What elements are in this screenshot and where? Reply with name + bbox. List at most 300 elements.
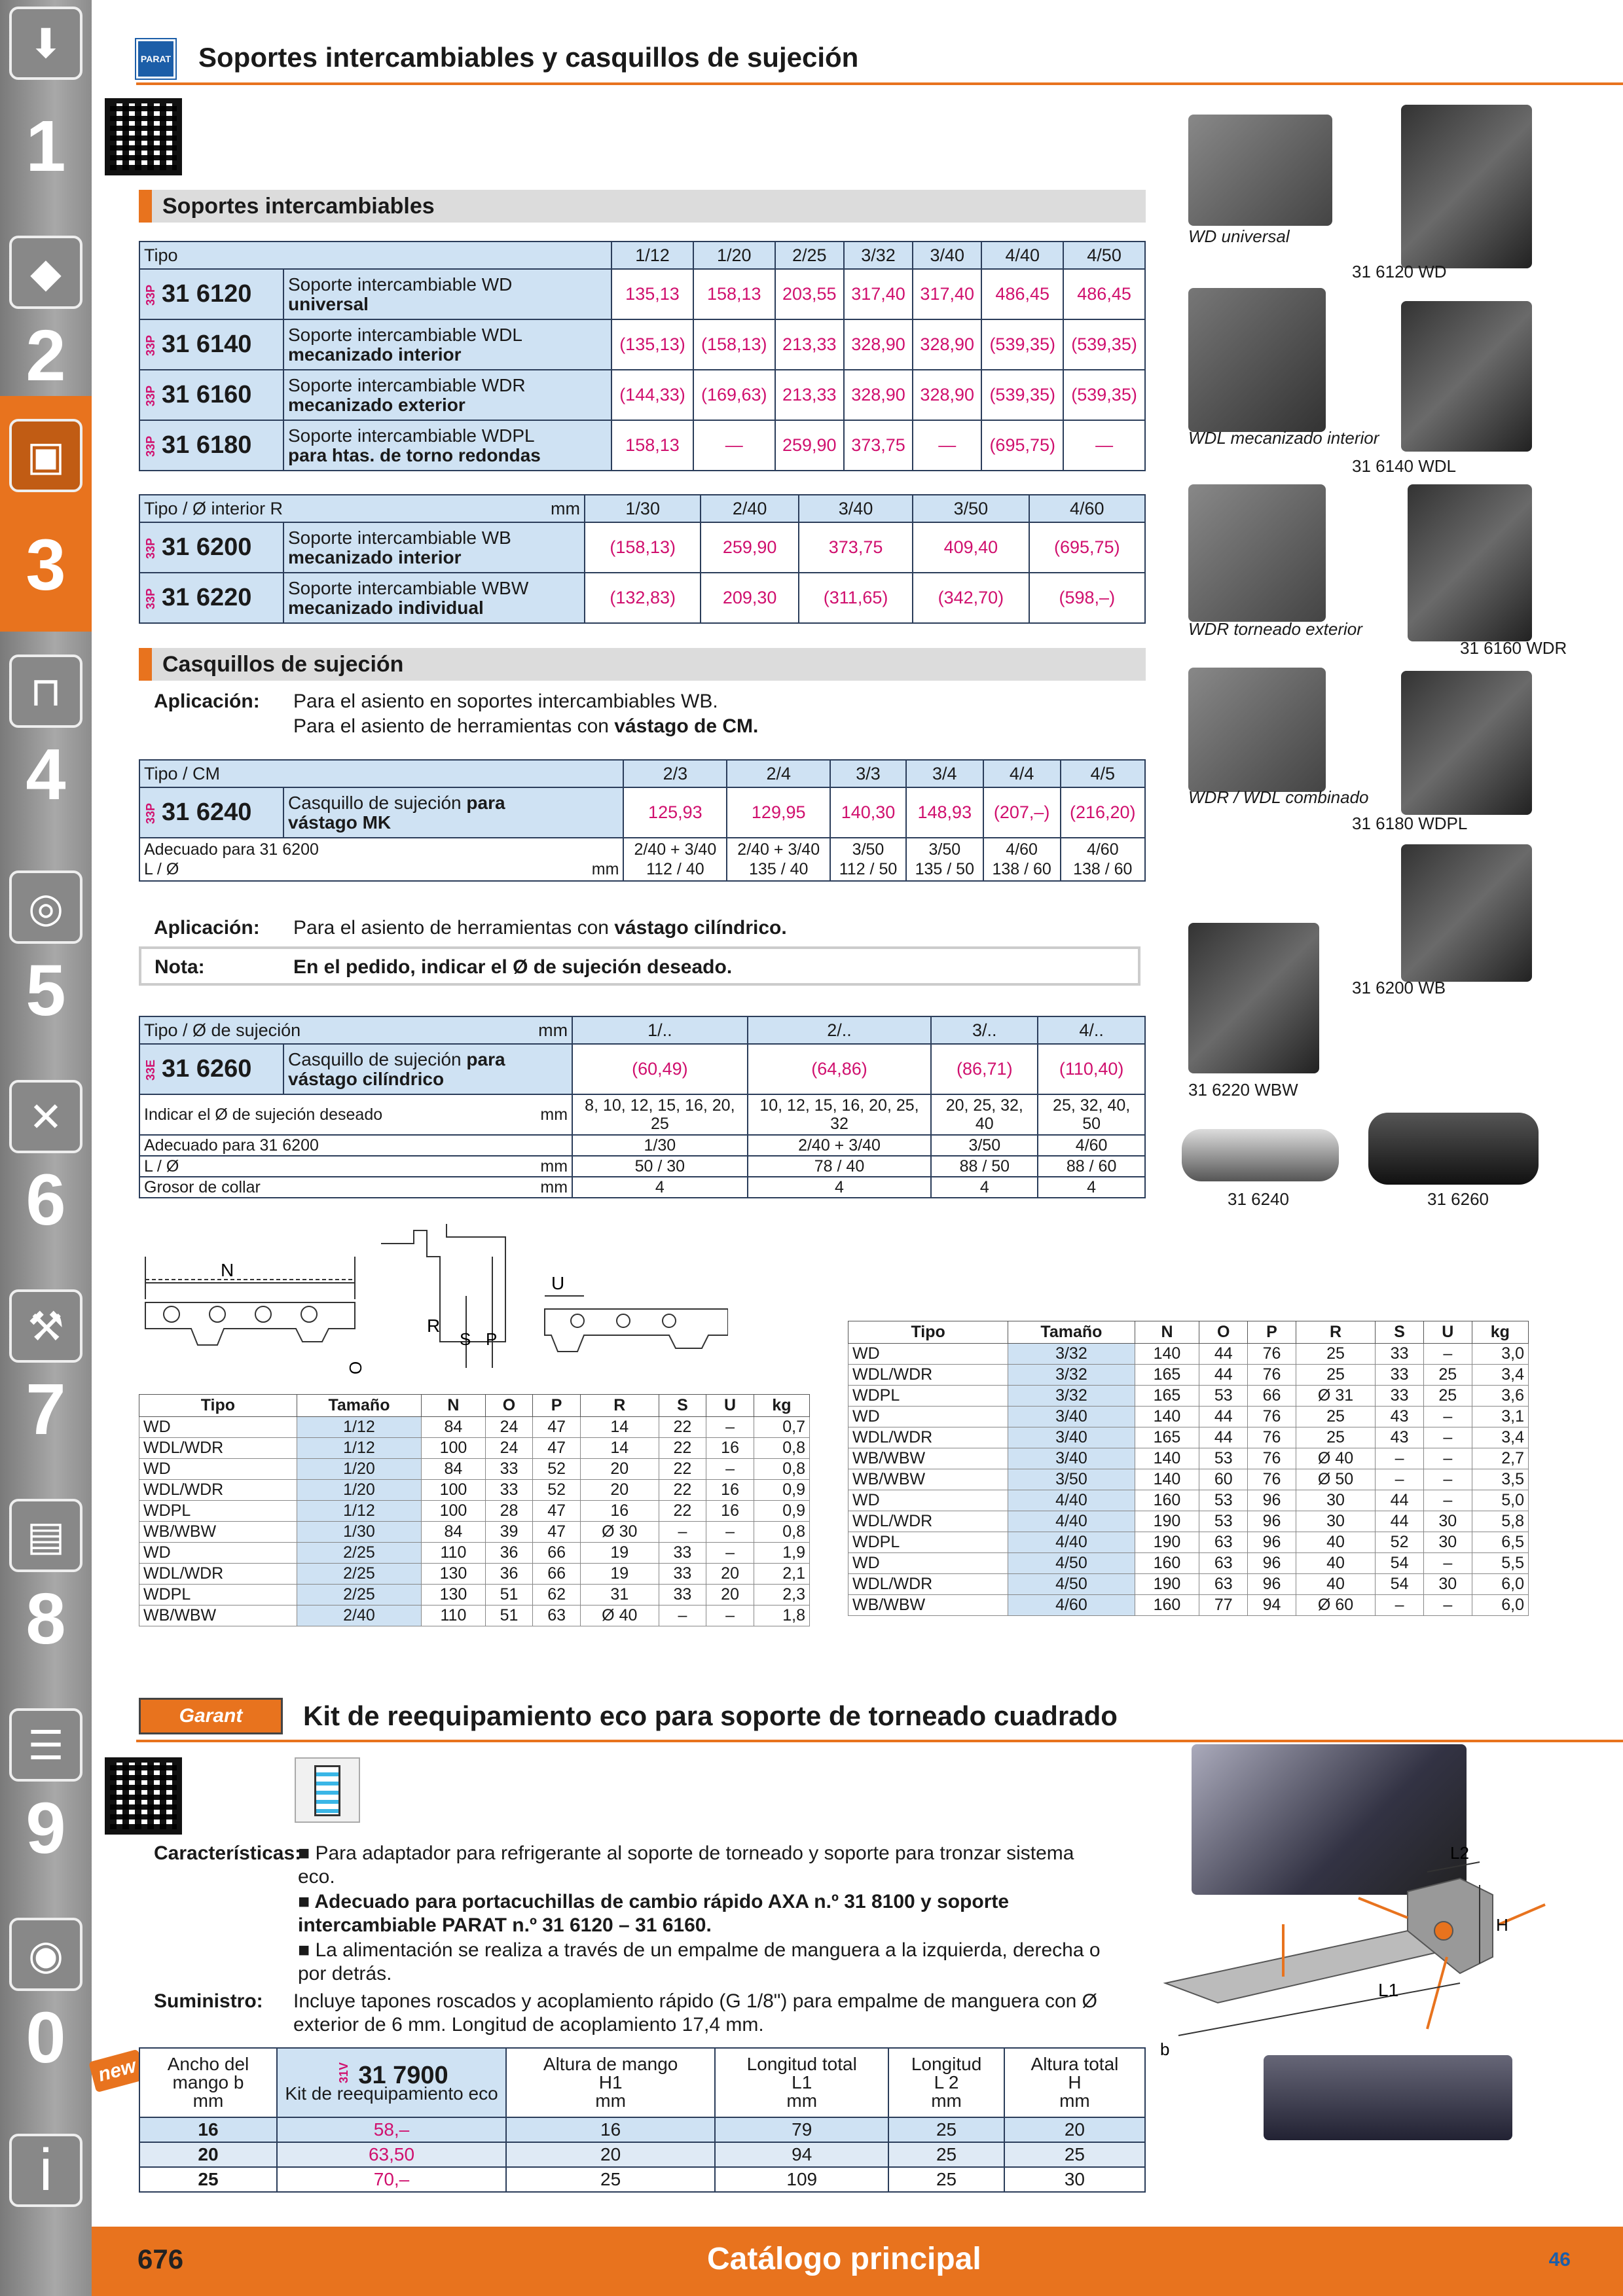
caption: 31 6200 WB (1352, 978, 1446, 997)
dims-col-header: P (533, 1395, 581, 1417)
dim-b: b (1160, 2039, 1170, 2059)
dims-cell: 47 (533, 1501, 581, 1522)
price: 70,– (277, 2167, 506, 2192)
dims-cell: 2,1 (754, 1564, 809, 1585)
aplicacion-text-1: Para el asiento en soportes intercambiables WB. (293, 691, 718, 712)
col-size: 3/.. (931, 1016, 1038, 1044)
dims-cell: WDL/WDR (139, 1480, 297, 1501)
dims-cell: 54 (1376, 1553, 1424, 1574)
aplicacion2-label: Aplicación: (154, 917, 260, 939)
cell: 25 (888, 2117, 1004, 2142)
coolant-symbol (314, 1765, 340, 1816)
dimensions-table-left (139, 1394, 810, 1626)
dims-cell: 44 (1199, 1427, 1248, 1448)
price: (158,13) (693, 319, 775, 370)
dims-cell: 39 (485, 1522, 533, 1543)
col-size: 3/3 (830, 760, 906, 787)
footer-title: Catálogo principal (707, 2242, 981, 2276)
dims-cell: 47 (533, 1438, 581, 1459)
price: (86,71) (931, 1044, 1038, 1094)
bullet-3: ■ La alimentación se realiza a través de un empalme de manguera a la izquierda, derecha o por detrás. (298, 1939, 1101, 1984)
dims-cell: 53 (1199, 1490, 1248, 1511)
dims-cell: 44 (1376, 1511, 1424, 1532)
dims-cell: 76 (1248, 1344, 1296, 1365)
table-row (139, 1564, 810, 1585)
table-row (139, 1480, 810, 1501)
qr-code[interactable] (105, 1757, 182, 1835)
dims-cell: 22 (659, 1480, 706, 1501)
dims-cell: WB/WBW (848, 1595, 1008, 1616)
article-code[interactable]: 33P 31 6180 (139, 420, 283, 471)
wdr-image (1188, 484, 1326, 622)
spec-value: 4 (1038, 1177, 1145, 1198)
price: 213,33 (775, 370, 844, 420)
dims-cell: 76 (1248, 1365, 1296, 1386)
dims-cell: 22 (659, 1417, 706, 1438)
dims-cell: 110 (422, 1543, 485, 1564)
dims-cell: 5,8 (1472, 1511, 1528, 1532)
dims-cell: 4/50 (1008, 1553, 1135, 1574)
cell: 20 (139, 2142, 277, 2167)
sidebar-num-6[interactable]: 6 (26, 1160, 66, 1240)
sidebar-num-9[interactable]: 9 (26, 1788, 66, 1869)
dims-cell: – (706, 1417, 754, 1438)
table-row (139, 1605, 810, 1626)
table-row[interactable] (139, 573, 1145, 623)
dims-col-header: Tipo (848, 1321, 1008, 1344)
bushing-cyl-image (1368, 1113, 1539, 1185)
suministro-label: Suministro: (154, 1990, 263, 2012)
spec-value: 4/60 138 / 60 (1061, 838, 1145, 881)
dimension-drawing (139, 1217, 728, 1388)
cell: 94 (715, 2142, 888, 2167)
dims-cell: 4/50 (1008, 1574, 1135, 1595)
col-l2: Longitud L 2 mm (888, 2048, 1004, 2117)
cell: 20 (1004, 2117, 1145, 2142)
dims-cell: 96 (1248, 1511, 1296, 1532)
spec-label: Adecuado para 31 6200 (139, 1135, 572, 1156)
kit-header (136, 1694, 1623, 1742)
article-code[interactable]: 33P 31 6140 (139, 319, 283, 370)
col-size: 2/4 (727, 760, 830, 787)
dims-cell: 6,5 (1472, 1532, 1528, 1553)
dims-cell: 130 (422, 1585, 485, 1605)
dims-cell: 0,8 (754, 1438, 809, 1459)
nota-box (139, 946, 1140, 986)
coolant-icon (295, 1757, 360, 1823)
dims-cell: 43 (1376, 1427, 1424, 1448)
dims-cell: 1,8 (754, 1605, 809, 1626)
dims-cell: 20 (580, 1459, 659, 1480)
table-row[interactable] (139, 522, 1145, 573)
dims-cell: 3/32 (1008, 1365, 1135, 1386)
pliers-icon[interactable]: ⚒ (9, 1289, 82, 1363)
dims-cell: 16 (706, 1480, 754, 1501)
dims-cell: 44 (1199, 1365, 1248, 1386)
dims-cell: 84 (422, 1417, 485, 1438)
dims-col-header: R (1296, 1321, 1375, 1344)
dims-cell: 3,6 (1472, 1386, 1528, 1407)
article-desc: Soporte intercambiable WBW mecanizado individual (283, 573, 585, 623)
spec-value: 88 / 50 (931, 1156, 1038, 1177)
dims-cell: – (1423, 1407, 1472, 1427)
dims-cell: 36 (485, 1543, 533, 1564)
table-row (139, 1135, 1145, 1156)
table-row[interactable] (139, 370, 1145, 420)
article-code[interactable]: 33P 31 6240 (139, 787, 283, 838)
toolbox-icon[interactable]: ▤ (9, 1499, 82, 1572)
dims-cell: 14 (580, 1417, 659, 1438)
dims-cell: 14 (580, 1438, 659, 1459)
spec-value: 20, 25, 32, 40 (931, 1094, 1038, 1135)
dims-cell: – (1423, 1469, 1472, 1490)
dims-col-header: Tipo (139, 1395, 297, 1417)
table-row[interactable] (139, 2117, 1145, 2142)
dims-cell: 20 (580, 1480, 659, 1501)
spec-value: 4 (931, 1177, 1038, 1198)
dims-cell: WDL/WDR (139, 1564, 297, 1585)
kit-tool-image (1264, 2055, 1512, 2140)
aplicacion-label: Aplicación: (154, 691, 260, 712)
dims-cell: 66 (533, 1543, 581, 1564)
dims-col-header: Tamaño (297, 1395, 422, 1417)
dims-col-header: S (1376, 1321, 1424, 1344)
col-tipo: Tipo / Ø interior R mm (139, 495, 585, 522)
dims-cell: 140 (1135, 1344, 1199, 1365)
dims-cell: 100 (422, 1438, 485, 1459)
dims-cell: WDL/WDR (139, 1438, 297, 1459)
spec-value: 2/40 + 3/40 112 / 40 (623, 838, 727, 881)
dims-cell: 53 (1199, 1511, 1248, 1532)
spec-value: 88 / 60 (1038, 1156, 1145, 1177)
dims-cell: WDPL (848, 1532, 1008, 1553)
dims-cell: 3/50 (1008, 1469, 1135, 1490)
saw-blade-icon[interactable]: ◎ (9, 870, 82, 944)
chuck-icon[interactable]: ▣ (9, 419, 82, 492)
price: (539,35) (1063, 370, 1145, 420)
bushing-mk-image (1182, 1129, 1339, 1181)
page-header (136, 33, 1623, 85)
dims-col-header: P (1248, 1321, 1296, 1344)
sidebar-num-1[interactable]: 1 (26, 106, 66, 187)
dims-cell: 0,8 (754, 1459, 809, 1480)
price: — (693, 420, 775, 471)
dims-cell: 94 (1248, 1595, 1296, 1616)
dims-cell: 25 (1423, 1386, 1472, 1407)
kit-dimension-drawing (1152, 1833, 1571, 2068)
caption: 31 6240 (1228, 1189, 1289, 1209)
dim-l1: L1 (1378, 1980, 1399, 2000)
col-article[interactable]: 31V 31 7900 Kit de reequipamiento eco (277, 2048, 506, 2117)
dims-cell: 100 (422, 1501, 485, 1522)
article-code[interactable]: 33E 31 6260 (139, 1044, 283, 1094)
dims-cell: – (1376, 1595, 1424, 1616)
price: 409,40 (913, 522, 1029, 573)
caption: 31 6220 WBW (1188, 1080, 1298, 1100)
dims-cell: – (1423, 1595, 1472, 1616)
dims-cell: 31 (580, 1585, 659, 1605)
table-row (139, 1094, 1145, 1135)
price: — (1063, 420, 1145, 471)
bullet-2: ■ Adecuado para portacuchillas de cambio rápido AXA n.º 31 8100 y soporte intercambiable PARAT n.º 31 6120 – 31 6160. (298, 1891, 1010, 1936)
price: 203,55 (775, 269, 844, 319)
dims-cell: 33 (1376, 1344, 1424, 1365)
dims-cell: WD (139, 1459, 297, 1480)
article-code[interactable]: 33P 31 6160 (139, 370, 283, 420)
col-size: 2/25 (775, 242, 844, 269)
dim-label-p: P (486, 1329, 498, 1349)
dims-cell: 66 (1248, 1386, 1296, 1407)
price: (132,83) (585, 573, 701, 623)
dims-cell: WDL/WDR (848, 1365, 1008, 1386)
sidebar (0, 0, 92, 2296)
article-desc: Soporte intercambiable WB mecanizado interior (283, 522, 585, 573)
dims-cell: 44 (1376, 1490, 1424, 1511)
dims-col-header: S (659, 1395, 706, 1417)
qr-code[interactable] (105, 98, 182, 175)
spec-value: 4/60 (1038, 1135, 1145, 1156)
article-code[interactable]: 33P 31 6220 (139, 573, 283, 623)
dims-cell: 160 (1135, 1595, 1199, 1616)
dims-cell: 190 (1135, 1532, 1199, 1553)
cell: 16 (506, 2117, 715, 2142)
dim-label-o: O (346, 1361, 365, 1374)
article-code[interactable]: 33P 31 6120 (139, 269, 283, 319)
price: 158,13 (611, 420, 693, 471)
dims-cell: 44 (1199, 1344, 1248, 1365)
dims-cell: 33 (485, 1459, 533, 1480)
dims-cell: 60 (1199, 1469, 1248, 1490)
cell: 25 (139, 2167, 277, 2192)
dims-col-header: Tamaño (1008, 1321, 1135, 1344)
table-row[interactable] (139, 787, 1145, 838)
dims-cell: 165 (1135, 1386, 1199, 1407)
table-row[interactable] (139, 2142, 1145, 2167)
price: (598,–) (1029, 573, 1145, 623)
table-row (848, 1448, 1529, 1469)
dims-cell: 1/20 (297, 1480, 422, 1501)
col-size: 3/4 (906, 760, 983, 787)
dims-cell: 52 (533, 1459, 581, 1480)
price: 158,13 (693, 269, 775, 319)
dims-cell: Ø 40 (580, 1605, 659, 1626)
price: 148,93 (906, 787, 983, 838)
dims-cell: 76 (1248, 1469, 1296, 1490)
dims-cell: WD (139, 1417, 297, 1438)
sidebar-num-7[interactable]: 7 (26, 1369, 66, 1450)
col-size: 1/20 (693, 242, 775, 269)
sidebar-num-0[interactable]: 0 (26, 1998, 66, 2078)
col-size: 4/40 (981, 242, 1063, 269)
caption: 31 6260 (1427, 1189, 1489, 1209)
dims-cell: – (659, 1605, 706, 1626)
dims-cell: 6,0 (1472, 1595, 1528, 1616)
price: 125,93 (623, 787, 727, 838)
price: 259,90 (775, 420, 844, 471)
price: 259,90 (701, 522, 799, 573)
spec-label: L / Ø mm (139, 1156, 572, 1177)
dims-cell: WDL/WDR (848, 1427, 1008, 1448)
dims-cell: 140 (1135, 1469, 1199, 1490)
bullet-1: ■ Para adaptador para refrigerante al soporte de torneado y soporte para tronzar sistema eco. (298, 1842, 1074, 1888)
dim-label-n: N (221, 1260, 234, 1280)
col-size: 3/32 (844, 242, 913, 269)
dims-cell: 1/12 (297, 1501, 422, 1522)
cell: 30 (1004, 2167, 1145, 2192)
col-size: 1/12 (611, 242, 693, 269)
table-row (848, 1595, 1529, 1616)
price: 328,90 (913, 370, 981, 420)
dims-col-header: O (485, 1395, 533, 1417)
wrench-icon[interactable]: ✕ (9, 1080, 82, 1153)
cell: 25 (1004, 2142, 1145, 2167)
spec-value: 3/50 112 / 50 (830, 838, 906, 881)
dims-cell: 24 (485, 1417, 533, 1438)
article-desc: Soporte intercambiable WDPL para htas. de torno redondas (283, 420, 611, 471)
sidebar-num-8[interactable]: 8 (26, 1579, 66, 1659)
caption: WDL mecanizado interior (1188, 428, 1379, 448)
dim-label-s: S (460, 1329, 471, 1349)
dims-cell: 3/32 (1008, 1386, 1135, 1407)
table-row (848, 1532, 1529, 1553)
dims-cell: 40 (1296, 1553, 1375, 1574)
wdr-wdl-image (1188, 668, 1326, 792)
price: 58,– (277, 2117, 506, 2142)
price: (695,75) (1029, 522, 1145, 573)
page-title: Soportes intercambiables y casquillos de sujeción (198, 42, 859, 73)
dims-cell: 3,4 (1472, 1427, 1528, 1448)
sidebar-num-4[interactable]: 4 (26, 734, 66, 815)
sidebar-num-5[interactable]: 5 (26, 950, 66, 1031)
dims-cell: 76 (1248, 1427, 1296, 1448)
wdl-holder-image (1401, 301, 1532, 452)
table-row (139, 1543, 810, 1564)
price: (695,75) (981, 420, 1063, 471)
cell: 25 (888, 2167, 1004, 2192)
dims-cell: 0,9 (754, 1480, 809, 1501)
table-row (139, 1156, 1145, 1177)
price: 213,33 (775, 319, 844, 370)
price: 135,13 (611, 269, 693, 319)
dims-cell: 140 (1135, 1448, 1199, 1469)
cabinet-icon[interactable]: ☰ (9, 1708, 82, 1782)
wb-holder-image (1401, 844, 1532, 982)
dims-cell: 25 (1296, 1344, 1375, 1365)
col-ancho: Ancho del mango b mm (139, 2048, 277, 2117)
table-row[interactable] (139, 2167, 1145, 2192)
caliper-icon[interactable]: ⊓ (9, 655, 82, 728)
col-size: 1/30 (585, 495, 701, 522)
article-code[interactable]: 33P 31 6200 (139, 522, 283, 573)
table-row (848, 1407, 1529, 1427)
dims-cell: 33 (659, 1564, 706, 1585)
dims-cell: WD (848, 1490, 1008, 1511)
dims-cell: 19 (580, 1564, 659, 1585)
dims-cell: 33 (659, 1585, 706, 1605)
table-row[interactable] (139, 319, 1145, 370)
dims-cell: 30 (1423, 1511, 1472, 1532)
dims-cell: 16 (706, 1438, 754, 1459)
wd-universal-image (1188, 115, 1332, 226)
cell: 79 (715, 2117, 888, 2142)
price: (60,49) (572, 1044, 748, 1094)
wbw-holder-image (1188, 923, 1319, 1073)
table-row (139, 1522, 810, 1543)
dim-h: H (1496, 1915, 1508, 1935)
col-size: 4/50 (1063, 242, 1145, 269)
dims-cell: 96 (1248, 1490, 1296, 1511)
table-row[interactable] (139, 1044, 1145, 1094)
footer-code: 46 (1548, 2249, 1571, 2270)
price: 63,50 (277, 2142, 506, 2167)
dims-cell: 20 (706, 1564, 754, 1585)
safety-icon[interactable]: ◉ (9, 1918, 82, 1991)
dims-cell: 3/32 (1008, 1344, 1135, 1365)
sidebar-num-3[interactable]: 3 (26, 525, 66, 605)
table-row (139, 1501, 810, 1522)
dims-cell: 22 (659, 1501, 706, 1522)
dims-cell: – (706, 1522, 754, 1543)
price: (144,33) (611, 370, 693, 420)
col-size: 2/3 (623, 760, 727, 787)
table-row (139, 838, 1145, 881)
aplicacion-text-2: Para el asiento de herramientas con vástago de CM. (293, 715, 759, 737)
dims-cell: 3,4 (1472, 1365, 1528, 1386)
col-size: 3/40 (799, 495, 913, 522)
dims-cell: 190 (1135, 1574, 1199, 1595)
wd-holder-image (1401, 105, 1532, 268)
table-row[interactable] (139, 420, 1145, 471)
dims-cell: WD (848, 1553, 1008, 1574)
spec-value: 10, 12, 15, 16, 20, 25, 32 (748, 1094, 932, 1135)
dims-cell: WD (848, 1344, 1008, 1365)
dims-cell: 84 (422, 1522, 485, 1543)
table-row (848, 1427, 1529, 1448)
col-size: 4/4 (983, 760, 1061, 787)
suministro-text: Incluye tapones roscados y acoplamiento rápido (G 1/8") para empalme de manguera con Ø exterior de 6 mm. Longitud de acoplamiento 17,4 mm. (293, 1990, 1097, 2036)
dims-cell: 165 (1135, 1365, 1199, 1386)
dims-cell: 63 (1199, 1532, 1248, 1553)
dims-cell: 96 (1248, 1532, 1296, 1553)
sidebar-num-2[interactable]: 2 (26, 315, 66, 396)
dims-cell: 0,8 (754, 1522, 809, 1543)
table-row[interactable] (139, 269, 1145, 319)
insert-icon[interactable]: ◆ (9, 236, 82, 309)
col-h: Altura total H mm (1004, 2048, 1145, 2117)
dims-cell: WD (139, 1543, 297, 1564)
cell: 16 (139, 2117, 277, 2142)
drill-icon[interactable]: ⬇ (9, 7, 82, 80)
spec-value: 4/60 138 / 60 (983, 838, 1061, 881)
dims-cell: 16 (706, 1501, 754, 1522)
dims-cell: 160 (1135, 1553, 1199, 1574)
dims-cell: 33 (1376, 1365, 1424, 1386)
footer (92, 2227, 1623, 2296)
dims-cell: Ø 31 (1296, 1386, 1375, 1407)
dims-cell: 44 (1199, 1407, 1248, 1427)
price: (207,–) (983, 787, 1061, 838)
kit-table (139, 2047, 1146, 2193)
info-icon[interactable]: i (9, 2134, 82, 2207)
col-size: 1/.. (572, 1016, 748, 1044)
dims-cell: 110 (422, 1605, 485, 1626)
dims-col-header: U (706, 1395, 754, 1417)
table-row (848, 1511, 1529, 1532)
table-row (848, 1344, 1529, 1365)
article-desc: Soporte intercambiable WD universal (283, 269, 611, 319)
dims-cell: 0,9 (754, 1501, 809, 1522)
col-size: 2/.. (748, 1016, 932, 1044)
